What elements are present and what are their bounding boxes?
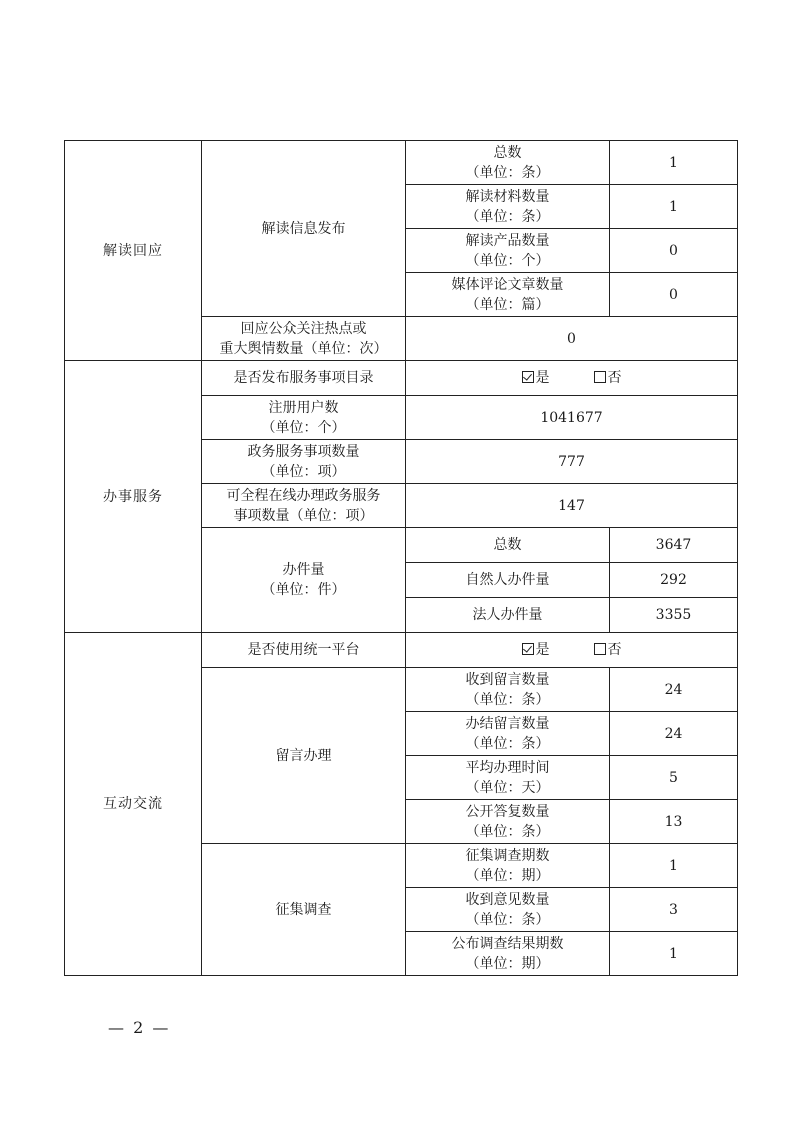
row-value: 5 (610, 756, 738, 800)
online-value: 147 (406, 484, 738, 528)
unchecked-box-icon (594, 371, 606, 383)
row-label: 媒体评论文章数量 （单位：篇） (406, 273, 610, 317)
category-services: 办事服务 (65, 361, 202, 633)
platform-no-option[interactable]: 否 (594, 640, 622, 660)
row-label: 平均办理时间 （单位：天） (406, 756, 610, 800)
response-label: 回应公众关注热点或 重大舆情数量（单位：次） (202, 317, 406, 361)
row-value: 1 (610, 844, 738, 888)
row-value: 1 (610, 932, 738, 976)
row-label: 解读产品数量 （单位：个） (406, 229, 610, 273)
volume-label: 办件量 （单位：件） (202, 528, 406, 633)
row-value: 0 (610, 273, 738, 317)
row-value: 1 (610, 185, 738, 229)
row-label: 征集调查期数 （单位：期） (406, 844, 610, 888)
row-label: 收到意见数量 （单位：条） (406, 888, 610, 932)
items-label: 政务服务事项数量 （单位：项） (202, 440, 406, 484)
row-label: 总数 （单位：条） (406, 141, 610, 185)
catalog-no-option[interactable]: 否 (594, 368, 622, 388)
statistics-table (64, 140, 738, 976)
checked-box-icon (522, 371, 534, 383)
row-value: 3 (610, 888, 738, 932)
row-value: 1 (610, 141, 738, 185)
category-interaction: 互动交流 (65, 633, 202, 976)
row-value: 0 (610, 229, 738, 273)
row-label: 公布调查结果期数 （单位：期） (406, 932, 610, 976)
row-value: 292 (610, 563, 738, 598)
response-value: 0 (406, 317, 738, 361)
row-value: 24 (610, 712, 738, 756)
online-label: 可全程在线办理政务服务 事项数量（单位：项） (202, 484, 406, 528)
registered-label: 注册用户数 （单位：个） (202, 396, 406, 440)
interpretation-publish-label: 解读信息发布 (202, 141, 406, 317)
checked-box-icon (522, 643, 534, 655)
category-interpretation: 解读回应 (65, 141, 202, 361)
platform-label: 是否使用统一平台 (202, 633, 406, 668)
survey-label: 征集调查 (202, 844, 406, 976)
row-label: 办结留言数量 （单位：条） (406, 712, 610, 756)
messages-label: 留言办理 (202, 668, 406, 844)
registered-value: 1041677 (406, 396, 738, 440)
row-value: 13 (610, 800, 738, 844)
platform-options (406, 633, 738, 668)
row-label: 总数 (406, 528, 610, 563)
row-value: 3355 (610, 598, 738, 633)
table-row (65, 361, 738, 396)
page-number: — 2 — (108, 1018, 171, 1037)
table-row (65, 633, 738, 668)
platform-yes-option[interactable]: 是 (522, 640, 550, 660)
unchecked-box-icon (594, 643, 606, 655)
row-label: 法人办件量 (406, 598, 610, 633)
catalog-options (406, 361, 738, 396)
row-label: 公开答复数量 （单位：条） (406, 800, 610, 844)
row-value: 24 (610, 668, 738, 712)
catalog-yes-option[interactable]: 是 (522, 368, 550, 388)
row-value: 3647 (610, 528, 738, 563)
row-label: 自然人办件量 (406, 563, 610, 598)
row-label: 解读材料数量 （单位：条） (406, 185, 610, 229)
catalog-label: 是否发布服务事项目录 (202, 361, 406, 396)
table-row (65, 141, 738, 185)
row-label: 收到留言数量 （单位：条） (406, 668, 610, 712)
items-value: 777 (406, 440, 738, 484)
